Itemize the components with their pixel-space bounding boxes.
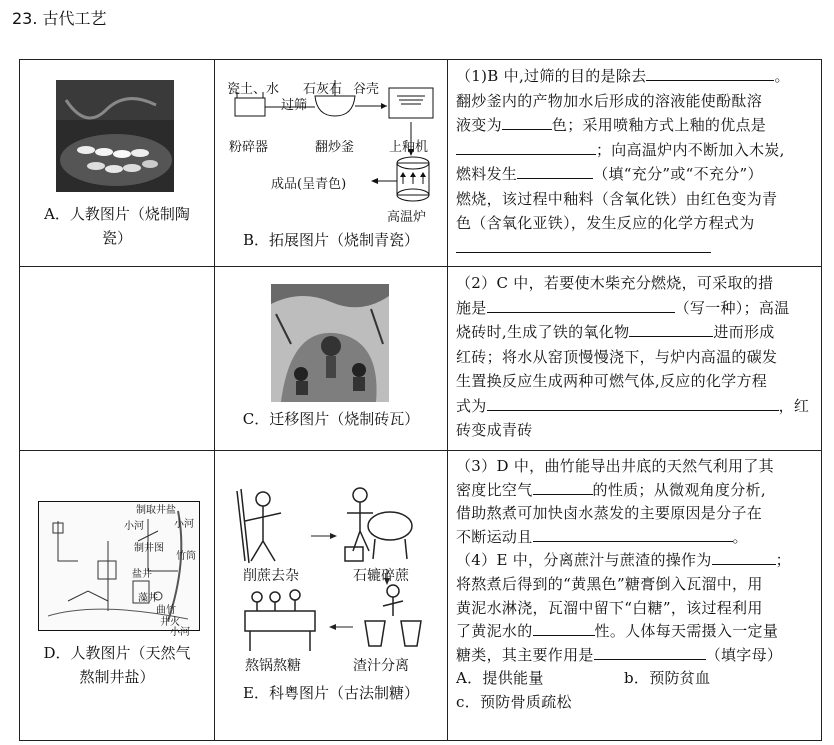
blank-3a[interactable] [533,480,593,495]
map-label-4: 竹筒 [176,551,196,562]
blank-1e[interactable] [456,238,711,253]
question-title: 23. 古代工艺 [12,9,107,28]
cell-d [20,451,215,741]
caption-d-line2: 熬制井盐） [79,668,155,686]
blank-2a[interactable] [487,298,675,313]
caption-a-line2: 瓷） [101,229,132,247]
blank-1c[interactable] [456,140,596,155]
map-label-3: 制井图 [134,543,164,554]
blank-4c[interactable] [594,645,706,660]
map-label-8: 井火 [160,617,180,628]
caption-e: E．科粤图片（古法制糖） [243,684,419,702]
blank-2c[interactable] [487,396,779,411]
blank-1a[interactable] [646,66,774,81]
option-a: A．提供能量 [456,669,544,688]
label-kiln: 高温炉 [387,210,427,225]
cell-b [215,60,448,267]
blank-4b[interactable] [533,621,595,636]
cell-q3-q4 [448,451,822,741]
label-raw1: 瓷土、水 [227,82,280,97]
map-label-9: 小河 [170,627,190,638]
caption-b: B．拓展图片（烧制青瓷） [242,231,420,249]
sugar-step-2: 石辘碎蔗 [353,568,409,584]
label-product: 成品(呈青色) [271,177,347,192]
label-raw3: 谷壳 [353,82,380,97]
cell-a [20,60,215,267]
map-label-2: 小河 [174,519,194,530]
question-table [19,59,822,741]
caption-d-line1: D．人教图片（天然气 [43,644,191,662]
option-c: c．预防骨质疏松 [456,692,572,711]
sugar-step-4: 熬锅熬糖 [245,658,301,674]
map-label-7: 曲竹 [156,605,176,616]
caption-c: C．迁移图片（烧制砖瓦） [242,410,420,428]
cell-e [215,451,448,741]
kiln-fire-photo [56,80,174,192]
blank-4a[interactable] [712,550,776,565]
map-label-5: 盐井 [132,569,152,580]
cell-c [215,267,448,451]
map-label-6: 藻井 [138,593,158,604]
map-label-1: 小河 [124,521,144,532]
option-b: b．预防贫血 [624,669,711,688]
question-3-4: （3）D 中，曲竹能导出井底的天然气利用了其 密度比空气 的性质；从微观角度分析, 借助熬煮可加快卤水蒸发的主要原因是分子在 不断运动且 。 （4）E 中，分离蔗汁与蔗渣的操作为 ； 将熬煮后得到的“黄黑色”糖膏倒入瓦溜中，用 黄泥水淋浇，瓦溜中留下“白糖”，该过程利用 了黄泥水的 性。人体每天需摄入一定量 糖类，其主要作用是 （填字母） A．提供能量 b．预防贫血 c．预防骨质疏松 [448,451,821,715]
caption-a-line1: A．人教图片（烧制陶 [44,205,190,223]
blank-1b[interactable] [502,115,552,130]
cell-q2 [448,267,822,451]
label-wok: 翻炒釜 [315,140,355,155]
question-2: （2）C 中，若要使木柴充分燃烧，可采取的措 施是 （写一种）；高温 烧砖时,生成了铁的氧化物 进而形成 红砖；将水从窑顶慢慢浇下，与炉内高温的碳发 生置换反应生成两种可燃气体,反应的化学方程 式为 ，红 砖变成青砖 [456,274,810,439]
question-1: （1)B 中,过筛的目的是除去 。 翻炒釜内的产物加水后形成的溶液能使酚酞溶 液变为 色；采用喷釉方式上釉的优点是 ；向高温炉内不断加入木炭, 燃料发生 （填“充分”或“不充分”） 燃烧，该过程中釉料（含氧化铁）由红色变为青 色（含氧化亚铁），发生反应的化学方程式为 [448,60,821,260]
cell-q1 [448,60,822,267]
sugar-step-1: 削蔗去杂 [243,568,299,584]
label-crusher: 粉碎器 [229,140,269,155]
blank-3b[interactable] [533,527,733,542]
brick-kiln-illustration [271,284,389,402]
sugar-making-illustration [215,451,447,671]
blank-1d[interactable] [517,164,593,179]
label-raw2: 石灰石 [303,82,343,97]
blank-2b[interactable] [629,322,713,337]
label-glaze: 上釉机 [389,140,429,155]
map-label-0: 制取井盐 [136,505,176,516]
cell-empty [20,267,215,451]
label-filter: 过筛 [281,98,308,113]
sugar-step-3: 渣汁分离 [353,658,409,674]
